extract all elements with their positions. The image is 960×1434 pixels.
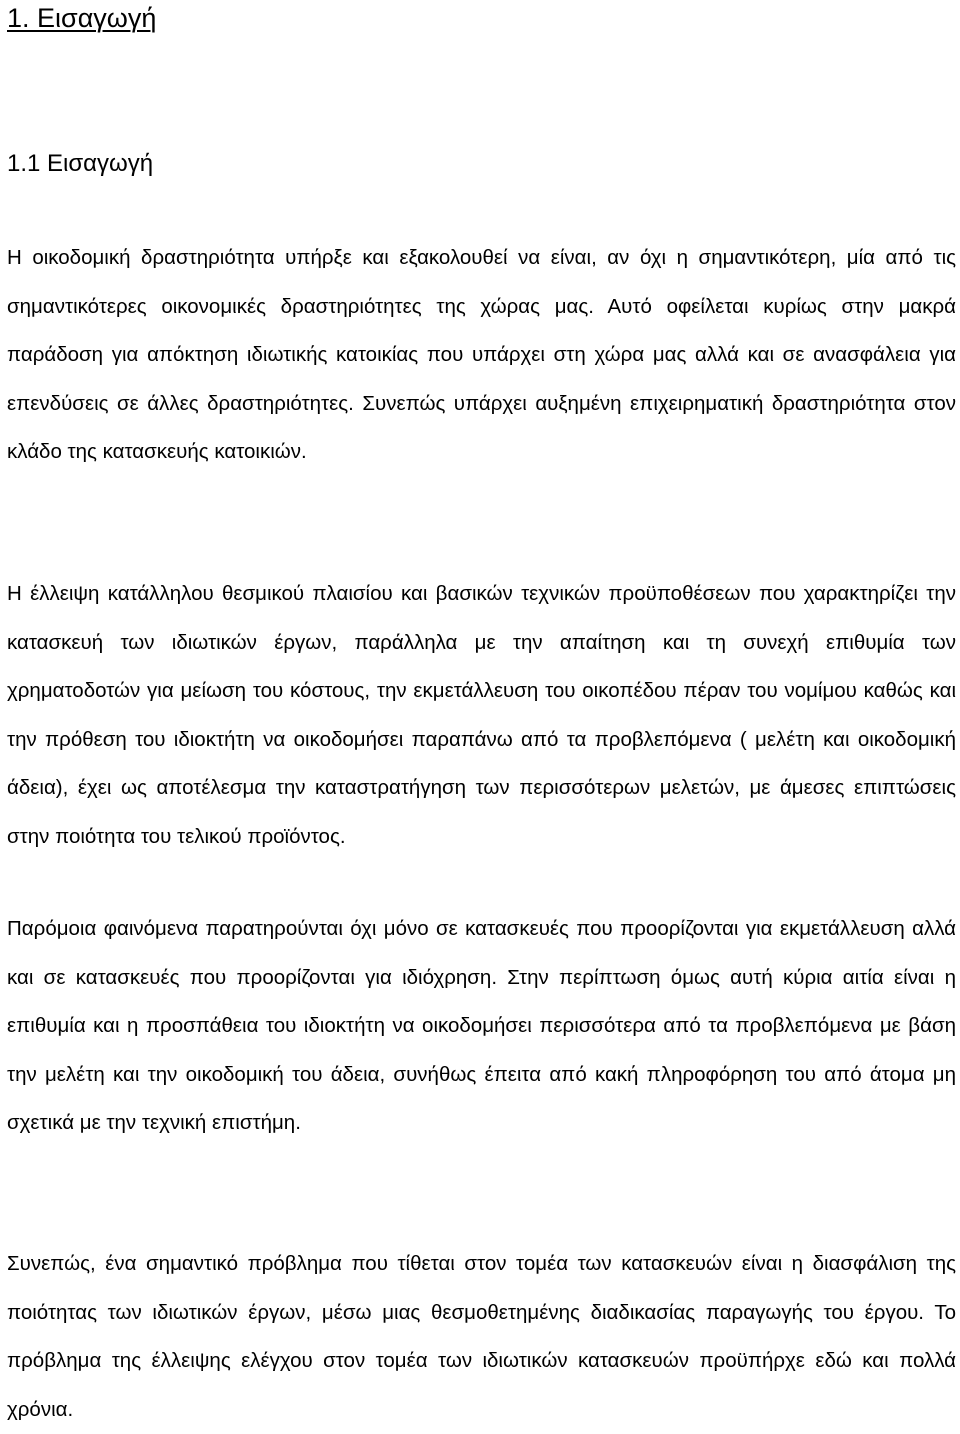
paragraph-institutional-framework: Η έλλειψη κατάλληλου θεσμικού πλαισίου και βασικών τεχνικών προϋποθέσεων που χαρακτηρίζει την κατασκευή των ιδιωτικών έργων, παράλληλα με την απαίτηση και τη συνεχή επιθυμία των χρηματοδοτών για μείωση του κόστους, την εκμετάλλευση του οικοπέδου πέραν του νομίμου καθώς και την πρόθεση του ιδιοκτήτη να οικοδομήσει παραπάνω από τα προβλεπόμενα ( μελέτη και οικοδομική άδεια), έχει ως αποτέλεσμα την καταστρατήγηση των περισσότερων μελετών, με άμεσες επιπτώσεις στην ποιότητα του τελικού προϊόντος. (7, 582, 956, 848)
paragraph-quality-assurance: Συνεπώς, ένα σημαντικό πρόβλημα που τίθεται στον τομέα των κατασκευών είναι η διασφάλιση της ποιότητας των ιδιωτικών έργων, μέσω μιας θεσμοθετημένης διαδικασίας παραγωγής του έργου. Το πρόβλημα της έλλειψης ελέγχου στον τομέα των ιδιωτικών κατασκευών προϋπήρχε εδώ και πολλά χρόνια. (7, 1252, 956, 1421)
paragraph-similar-phenomena: Παρόμοια φαινόμενα παρατηρούνται όχι μόνο σε κατασκευές που προορίζονται για εκμετάλλευση αλλά και σε κατασκευές που προορίζονται για ιδιόχρηση. Στην περίπτωση όμως αυτή κύρια αιτία είναι η επιθυμία και η προσπάθεια του ιδιοκτήτη να οικοδομήσει περισσότερα από τα προβλεπόμενα με βάση την μελέτη και την οικοδομική του άδεια, συνήθως έπειτα από κακή πληροφόρηση του από άτομα μη σχετικά με την τεχνική επιστήμη. (7, 917, 956, 1134)
paragraph-intro: Η οικοδομική δραστηριότητα υπήρξε και εξακολουθεί να είναι, αν όχι η σημαντικότερη, μία από τις σημαντικότερες οικονομικές δραστηριότητες της χώρας μας. Αυτό οφείλεται κυρίως στην μακρά παράδοση για απόκτηση ιδιωτικής κατοικίας που υπάρχει στη χώρα μας αλλά και σε ανασφάλεια για επενδύσεις σε άλλες δραστηριότητες. Συνεπώς υπάρχει αυξημένη επιχειρηματική δραστηριότητα στον κλάδο της κατασκευής κατοικιών. (7, 246, 956, 463)
section-title: 1.1 Εισαγωγή (7, 150, 154, 177)
chapter-title: 1. Εισαγωγή (7, 3, 157, 33)
